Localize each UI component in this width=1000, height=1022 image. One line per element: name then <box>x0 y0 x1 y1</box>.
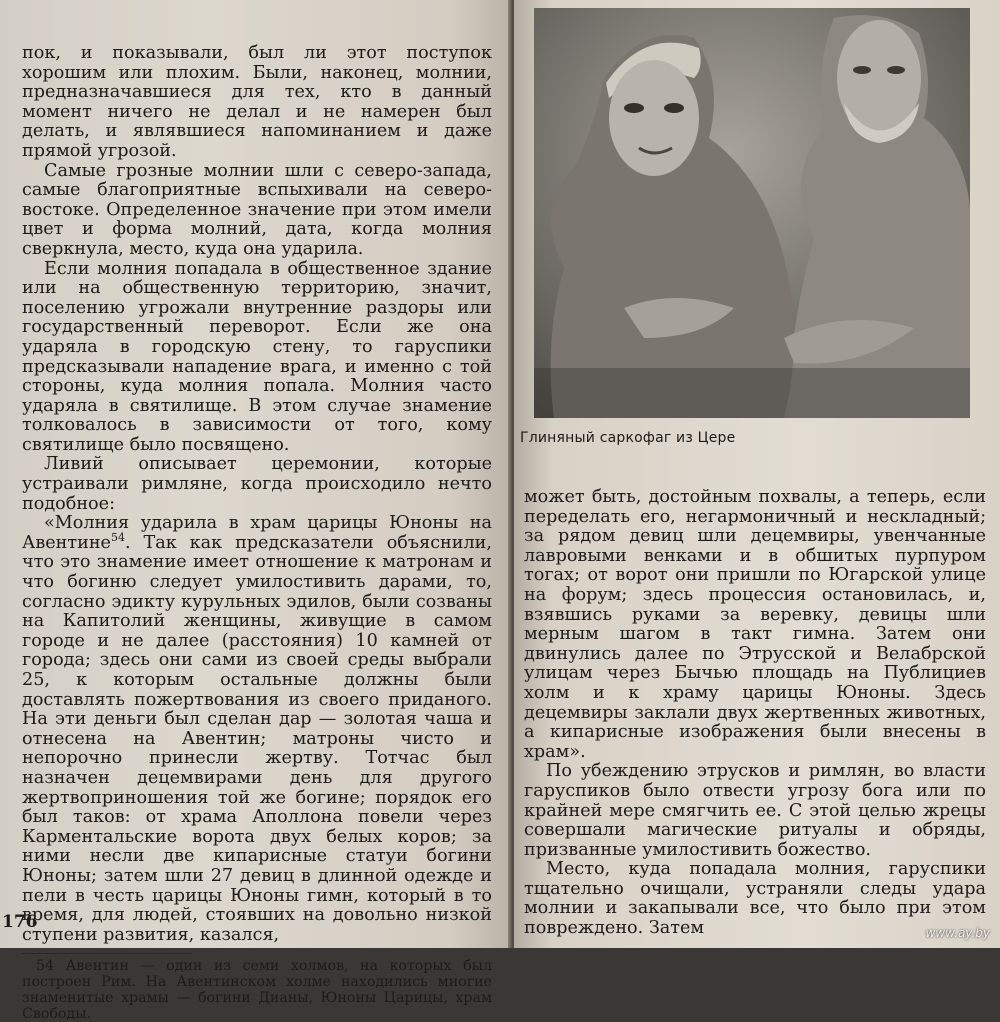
right-paragraph-1: может быть, достойным похвалы, а теперь, если переделать его, негармоничный и нескладный; за рядом девиц шли децемвиры, увенчанные лавровыми венками и в обшитых пурпуром тогах; от ворот они пришли по Югарской улице на форум; здесь процессия остановилась, и, взявшись руками за веревку, девицы шли мерным шагом в такт гимна. Затем они двинулись далее по Этрусской и Велабрской улицам через Бычью площадь на Публициев холм и к храму царицы Юноны. Здесь децемвиры заклали двух жертвенных животных, а кипарисные изображения были внесены в храм». <box>524 487 986 762</box>
right-paragraph-3: Место, куда попадала молния, гаруспики тщательно очищали, устраняли следы удара молнии и закапывали все, что было при этом повреждено. Затем <box>524 859 986 939</box>
footnote: 54 Авентин — один из семи холмов, на которых был построен Рим. На Авентинском холме находились многие знаменитые храмы — богини Дианы, Юноны Царицы, храм Свободы. <box>22 958 492 1022</box>
right-page <box>514 0 1000 948</box>
quote-start: «Молния ударила в храм царицы Юноны на Авентине <box>22 513 492 553</box>
sarcophagus-illustration <box>534 8 970 418</box>
left-paragraph-3: Если молния попадала в общественное здание или на общественную территорию, значит, поселению угрожали внутренние раздоры или государственный переворот. Если же она ударяла в городскую стену, то гаруспики предсказывали нападение врага, и именно с той стороны, куда молния попала. Молния часто ударяла в святилище. В этом случае знамение толковалось в зависимости от того, кому святилище было посвящено. <box>22 258 492 455</box>
quote-rest: . Так как предсказатели объяснили, что это знамение имеет отношение к матронам и что богиню следует умилостивить дарами, то, согласно эдикту курульных эдилов, были созваны на Капитолий женщины, живущие в самом городе и не далее (расстояния) 10 камней от города; здесь они сами из своей среды выбрали 25, к которым остальные должны были доставлять пожертвования из своего приданого. На эти деньги был сделан дар — золотая чаша и отнесена на Авентин; матроны чисто и непорочно принесли жертву. Тотчас был назначен децемвирами день для другого жертвоприношения той же богине; порядок его был таков: от храма Аполлона повели через Карментальские ворота двух белых коров; за ними несли две кипарисные статуи богини Юноны; затем шли 27 девиц в длинной одежде и пели в честь царицы Юноны гимн, который в то время, для людей, стоявших на довольно низкой ступени развития, казался, <box>22 532 492 945</box>
left-paragraph-4: Ливий описывает церемонии, которые устраивали римляне, когда происходило нечто подобное: <box>22 454 492 514</box>
photo-caption: Глиняный саркофаг из Цере <box>520 430 736 446</box>
left-quote <box>22 514 492 945</box>
footnote-rule <box>22 953 192 954</box>
right-text <box>524 488 986 939</box>
right-paragraph-2: По убеждению этрусков и римлян, во власти гаруспиков было отвести угрозу бога или по крайней мере смягчить ее. С этой целью жрецы совершали магические ритуалы и обряды, призванные умилостивить божество. <box>524 761 986 860</box>
sarcophagus-photo <box>534 8 970 418</box>
watermark: www.ay.by <box>925 926 990 940</box>
page-number: 176 <box>2 912 38 932</box>
left-paragraph-1: пок, и показывали, был ли этот поступок хорошим или плохим. Были, наконец, молнии, предназначавшиеся для тех, кто в данный момент ничего не делал и не намерен был делать, и являвшиеся напоминанием и даже прямой угрозой. <box>22 43 492 161</box>
footnote-reference: 54 <box>110 530 125 544</box>
left-paragraph-2: Самые грозные молнии шли с северо-запада, самые благоприятные вспыхивали на северо-востоке. Определенное значение при этом имели цвет и форма молний, дата, когда молния сверкнула, место, куда она ударила. <box>22 160 492 259</box>
